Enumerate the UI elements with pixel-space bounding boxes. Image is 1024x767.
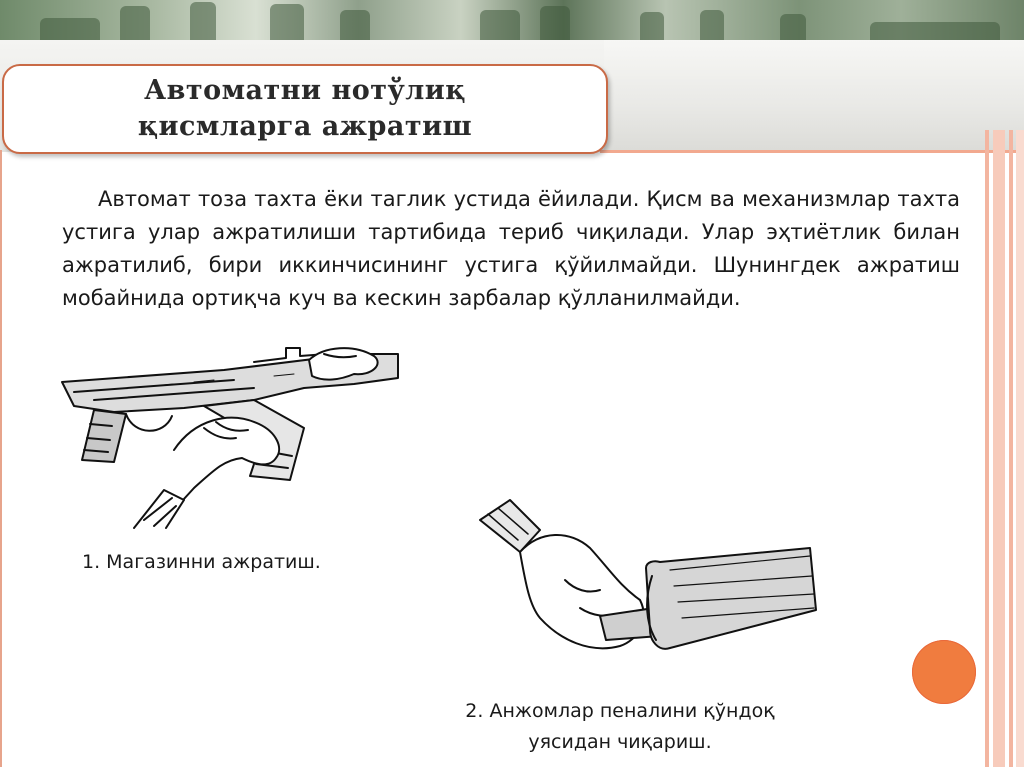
body-paragraph: Автомат тоза тахта ёки таглик устида ёйилади. Қисм ва механизмлар тахта устига улар ажратилиши тартибида териб чиқилади. Улар эҳтиётлик билан ажратилиб, бири иккинчисининг устига қўйилмайди. Шунингдек ажратиш мобайнида ортиқча куч ва кескин зарбалар қўлланилмайди. bbox=[62, 187, 960, 310]
header-grey-band-right bbox=[604, 40, 1024, 150]
figure-2-caption-line-2: уясидан чиқариш. bbox=[528, 731, 712, 753]
header-photo-banner bbox=[0, 0, 1024, 40]
slide-title-line-2: қисмларга ажратиш bbox=[137, 111, 473, 142]
figure-2-caption bbox=[420, 696, 820, 758]
slide-title-box bbox=[2, 64, 608, 154]
figure-2-caption-line-1: 2. Анжомлар пеналини қўндоқ bbox=[465, 700, 775, 722]
rifle-magazine-removal-illustration bbox=[54, 340, 400, 530]
decor-orange-circle bbox=[912, 640, 976, 704]
accessory-case-removal-illustration bbox=[470, 490, 820, 670]
left-edge-line bbox=[0, 150, 2, 767]
decor-stripe bbox=[993, 130, 1005, 767]
decor-stripe bbox=[985, 130, 989, 767]
header-divider-line bbox=[600, 150, 1024, 153]
figure-1-caption: 1. Магазинни ажратиш. bbox=[82, 551, 321, 573]
slide-title-line-1: Автоматни нотўлиқ bbox=[144, 75, 466, 106]
decor-stripe bbox=[1016, 130, 1024, 767]
decor-stripe bbox=[1009, 130, 1013, 767]
